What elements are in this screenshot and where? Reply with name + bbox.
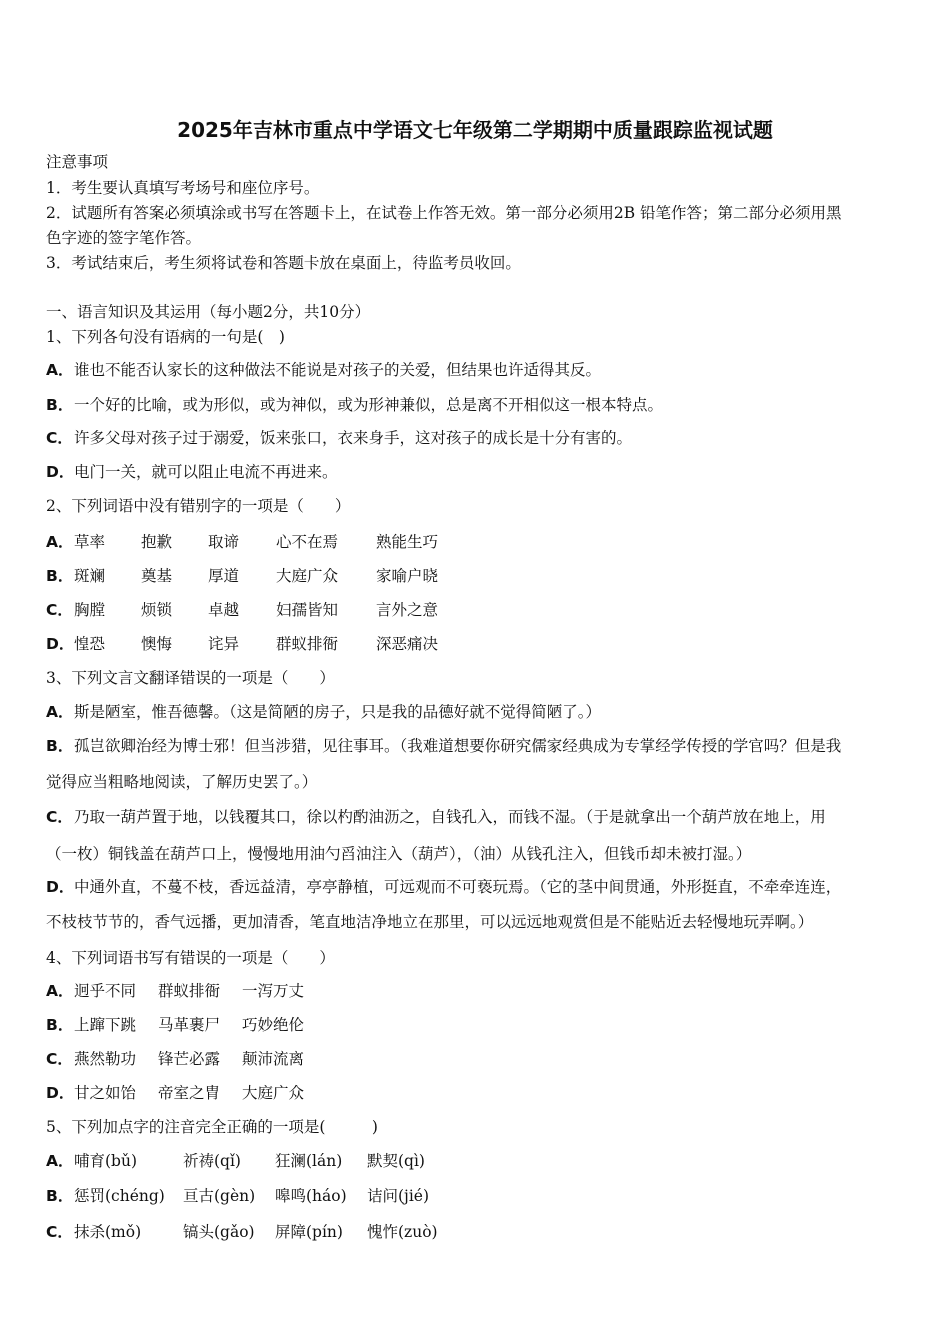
- question-stem: 5、下列加点字的注音完全正确的一项是( ): [46, 1118, 378, 1136]
- option-continuation: 不枝枝节节的，香气远播，更加清香，笔直地洁净地立在那里，可以远远地观赏但是不能贴近去轻慢地玩弄啊。）: [46, 913, 814, 931]
- word: 斑斓: [74, 567, 106, 585]
- word: 胸膛: [74, 601, 106, 619]
- option-label: B．: [46, 737, 74, 755]
- word: 深恶痛决: [376, 635, 439, 653]
- page-title: 2025年吉林市重点中学语文七年级第二学期期中质量跟踪监视试题: [177, 118, 773, 142]
- option-label: B．: [46, 567, 74, 585]
- word: 上蹿下跳: [74, 1016, 137, 1034]
- option-label: D．: [46, 635, 75, 653]
- word: 屏障(pín): [275, 1223, 343, 1241]
- option-text: 许多父母对孩子过于溺爱，饭来张口，衣来身手，这对孩子的成长是十分有害的。: [74, 429, 633, 447]
- question-stem: 2、下列词语中没有错别字的一项是（ ）: [46, 497, 351, 515]
- word: 颠沛流离: [242, 1050, 305, 1068]
- word: 大庭广众: [242, 1084, 305, 1102]
- word: 默契(qì): [367, 1152, 425, 1170]
- option-text: 电门一关，就可以阻止电流不再进来。: [74, 463, 338, 481]
- option-continuation: （一枚）铜钱盖在葫芦口上，慢慢地用油勺舀油注入（葫芦），（油）从钱孔注入，但钱币却未被打湿。）: [46, 845, 752, 863]
- option-row: [46, 736, 841, 756]
- option-row: [46, 877, 841, 897]
- option-label: A．: [46, 1152, 74, 1170]
- option-row: [46, 807, 826, 827]
- word: 巧妙绝伦: [242, 1016, 305, 1034]
- word: 惶恐: [74, 635, 106, 653]
- word: 锋芒必露: [158, 1050, 221, 1068]
- option-label: A．: [46, 982, 74, 1000]
- option-continuation: 觉得应当粗略地阅读，了解历史罢了。）: [46, 773, 318, 791]
- word: 祈祷(qǐ): [183, 1152, 241, 1170]
- word: 取谛: [208, 533, 240, 551]
- option-row: [46, 702, 601, 722]
- word: 甘之如饴: [74, 1084, 137, 1102]
- word: 奠基: [141, 567, 173, 585]
- option-label: A．: [46, 703, 74, 721]
- option-row: [46, 428, 632, 448]
- question-stem: 1、下列各句没有语病的一句是( ): [46, 328, 285, 346]
- question-stem: 4、下列词语书写有错误的一项是（ ）: [46, 949, 335, 967]
- option-label: B．: [46, 1016, 74, 1034]
- option-text: 中通外直，不蔓不枝，香远益清，亭亭静植，可远观而不可亵玩焉。（它的茎中间贯通，外形挺直，不牵牵连连，: [74, 878, 842, 896]
- word: 惩罚(chéng): [74, 1187, 165, 1205]
- word: 镐头(gǎo): [183, 1223, 255, 1241]
- word: 抱歉: [141, 533, 173, 551]
- option-text: 乃取一葫芦置于地，以钱覆其口，徐以杓酌油沥之，自钱孔入，而钱不湿。（于是就拿出一个葫芦放在地上，用: [74, 808, 826, 826]
- word: 马革裹尸: [158, 1016, 221, 1034]
- option-row: [46, 395, 663, 415]
- notice-item: 2．试题所有答案必须填涂或书写在答题卡上，在试卷上作答无效。第一部分必须用2B 铅笔作答；第二部分必须用黑: [46, 204, 842, 222]
- word: 妇孺皆知: [276, 601, 339, 619]
- option-row: [46, 360, 601, 380]
- word: 抹杀(mǒ): [74, 1223, 142, 1241]
- word: 大庭广众: [276, 567, 339, 585]
- option-text: 一个好的比喻，或为形似，或为神似，或为形神兼似，总是离不开相似这一根本特点。: [74, 396, 664, 414]
- option-text: 孤岂欲卿治经为博士邪！但当涉猎，见往事耳。（我难道想要你研究儒家经典成为专掌经学传授的学官吗？但是我: [74, 737, 842, 755]
- word: 嗥鸣(háo): [275, 1187, 347, 1205]
- word: 烦锁: [141, 601, 173, 619]
- option-label: D．: [46, 878, 75, 896]
- word: 懊悔: [141, 635, 173, 653]
- notice-item: 1．考生要认真填写考场号和座位序号。: [46, 179, 320, 197]
- word: 迥乎不同: [74, 982, 137, 1000]
- word: 群蚁排衙: [158, 982, 221, 1000]
- option-label: B．: [46, 1187, 74, 1205]
- option-label: C．: [46, 429, 73, 447]
- question-stem: 3、下列文言文翻译错误的一项是（ ）: [46, 669, 335, 687]
- option-label: C．: [46, 1050, 73, 1068]
- notice-item: 色字迹的签字笔作答。: [46, 229, 202, 247]
- word: 狂澜(lán): [275, 1152, 343, 1170]
- word: 熟能生巧: [376, 533, 439, 551]
- option-label: D．: [46, 463, 75, 481]
- section-heading: 一、语言知识及其运用（每小题2分，共10分）: [46, 303, 371, 321]
- word: 帝室之胄: [158, 1084, 221, 1102]
- word: 群蚁排衙: [276, 635, 339, 653]
- notice-item: 3．考试结束后，考生须将试卷和答题卡放在桌面上，待监考员收回。: [46, 254, 521, 272]
- option-label: C．: [46, 1223, 73, 1241]
- option-label: C．: [46, 601, 73, 619]
- option-label: D．: [46, 1084, 75, 1102]
- option-label: B．: [46, 396, 74, 414]
- word: 厚道: [208, 567, 240, 585]
- word: 愧怍(zuò): [367, 1223, 438, 1241]
- word: 诘问(jié): [367, 1187, 430, 1205]
- option-label: C．: [46, 808, 73, 826]
- word: 言外之意: [376, 601, 439, 619]
- option-text: 谁也不能否认家长的这种做法不能说是对孩子的关爱，但结果也许适得其反。: [74, 361, 602, 379]
- word: 哺育(bǔ): [74, 1152, 137, 1170]
- word: 一泻万丈: [242, 982, 305, 1000]
- word: 家喻户晓: [376, 567, 439, 585]
- option-text: 斯是陋室，惟吾德馨。（这是简陋的房子，只是我的品德好就不觉得简陋了。）: [74, 703, 602, 721]
- option-row: [46, 462, 338, 482]
- word: 燕然勒功: [74, 1050, 137, 1068]
- word: 心不在焉: [276, 533, 339, 551]
- word: 卓越: [208, 601, 240, 619]
- option-label: A．: [46, 361, 74, 379]
- word: 诧异: [208, 635, 240, 653]
- word: 亘古(gèn): [183, 1187, 256, 1205]
- notice-heading: 注意事项: [46, 153, 109, 171]
- option-label: A．: [46, 533, 74, 551]
- word: 草率: [74, 533, 106, 551]
